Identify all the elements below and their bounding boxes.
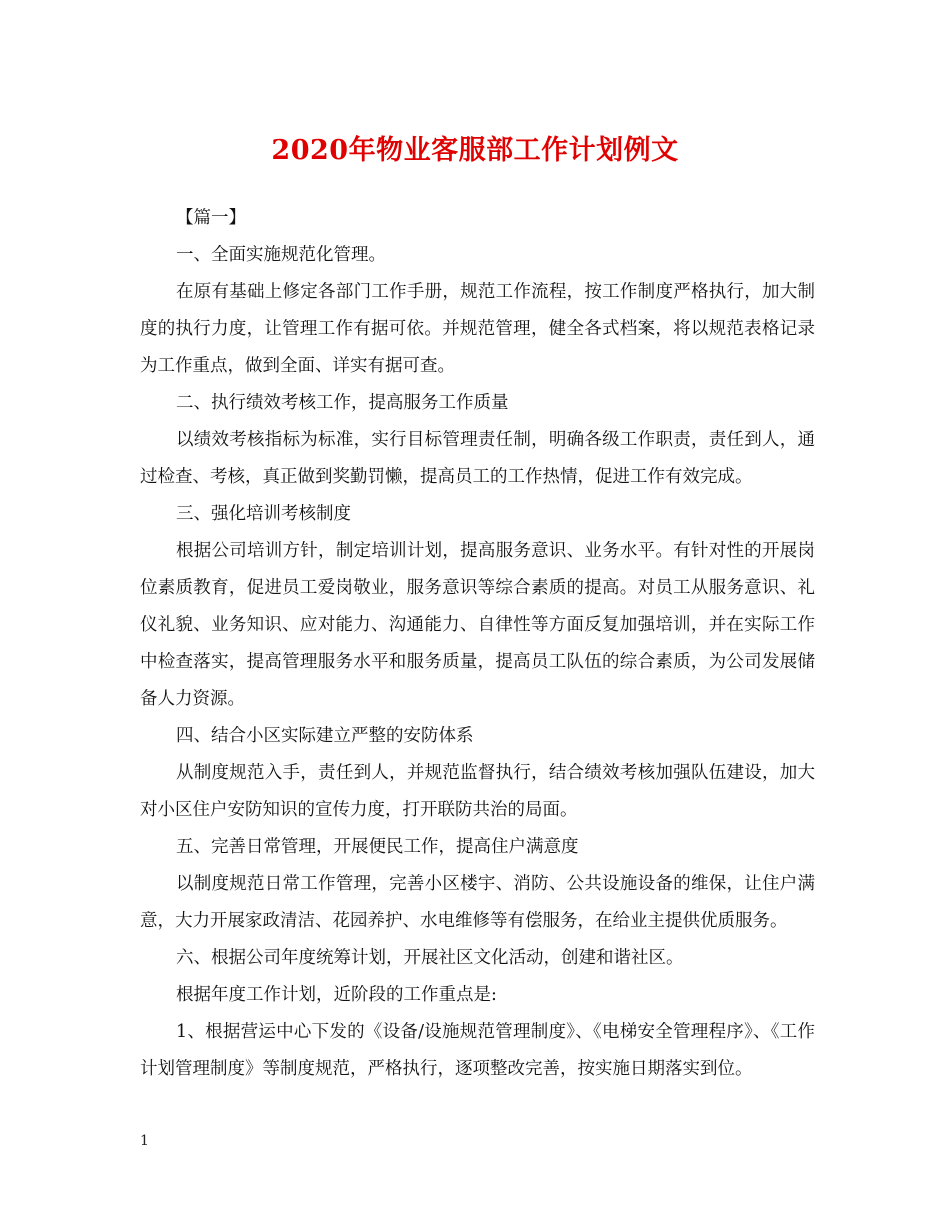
heading-2: 二、执行绩效考核工作，提高服务工作质量	[176, 393, 509, 413]
heading-1: 一、全面实施规范化管理。	[176, 245, 386, 265]
paragraph-5: 以制度规范日常工作管理，完善小区楼宇、消防、公共设施设备的维保，让住户满意，大力开展家政清洁、花园养护、水电维修等有偿服务，在给业主提供优质服务。	[140, 874, 815, 931]
paragraph-1: 在原有基础上修定各部门工作手册，规范工作流程，按工作制度严格执行，加大制度的执行力度，让管理工作有据可依。并规范管理，健全各式档案，将以规范表格记录为工作重点，做到全面、详实有据可查。	[140, 282, 815, 376]
paragraph-6: 根据年度工作计划，近阶段的工作重点是:	[176, 985, 497, 1005]
paragraph-3: 根据公司培训方针，制定培训计划，提高服务意识、业务水平。有针对性的开展岗位素质教育，促进员工爱岗敬业，服务意识等综合素质的提高。对员工从服务意识、礼仪礼貌、业务知识、应对能力、沟通能力、自律性等方面反复加强培训，并在实际工作中检查落实，提高管理服务水平和服务质量，提高员工队伍的综合素质，为公司发展储备人力资源。	[140, 541, 815, 709]
paragraph-4: 从制度规范入手，责任到人，并规范监督执行，结合绩效考核加强队伍建设，加大对小区住户安防知识的宣传力度，打开联防共治的局面。	[140, 763, 815, 820]
heading-4: 四、结合小区实际建立严整的安防体系	[176, 726, 474, 746]
section-label: 【篇一】	[176, 208, 246, 228]
paragraph-7: 1、根据营运中心下发的《设备/设施规范管理制度》、《电梯安全管理程序》、《工作计划管理制度》等制度规范，严格执行，逐项整改完善，按实施日期落实到位。	[140, 1022, 815, 1079]
heading-5: 五、完善日常管理，开展便民工作，提高住户满意度	[176, 837, 579, 857]
paragraph-2: 以绩效考核指标为标准，实行目标管理责任制，明确各级工作职责，责任到人，通过检查、考核，真正做到奖勤罚懒，提高员工的工作热情，促进工作有效完成。	[140, 430, 815, 487]
document-title: 2020年物业客服部工作计划例文	[271, 135, 679, 166]
heading-6: 六、根据公司年度统筹计划，开展社区文化活动，创建和谐社区。	[176, 948, 684, 968]
heading-3: 三、强化培训考核制度	[176, 504, 351, 524]
page-number: 1	[140, 1133, 149, 1149]
document-body	[140, 200, 815, 1088]
